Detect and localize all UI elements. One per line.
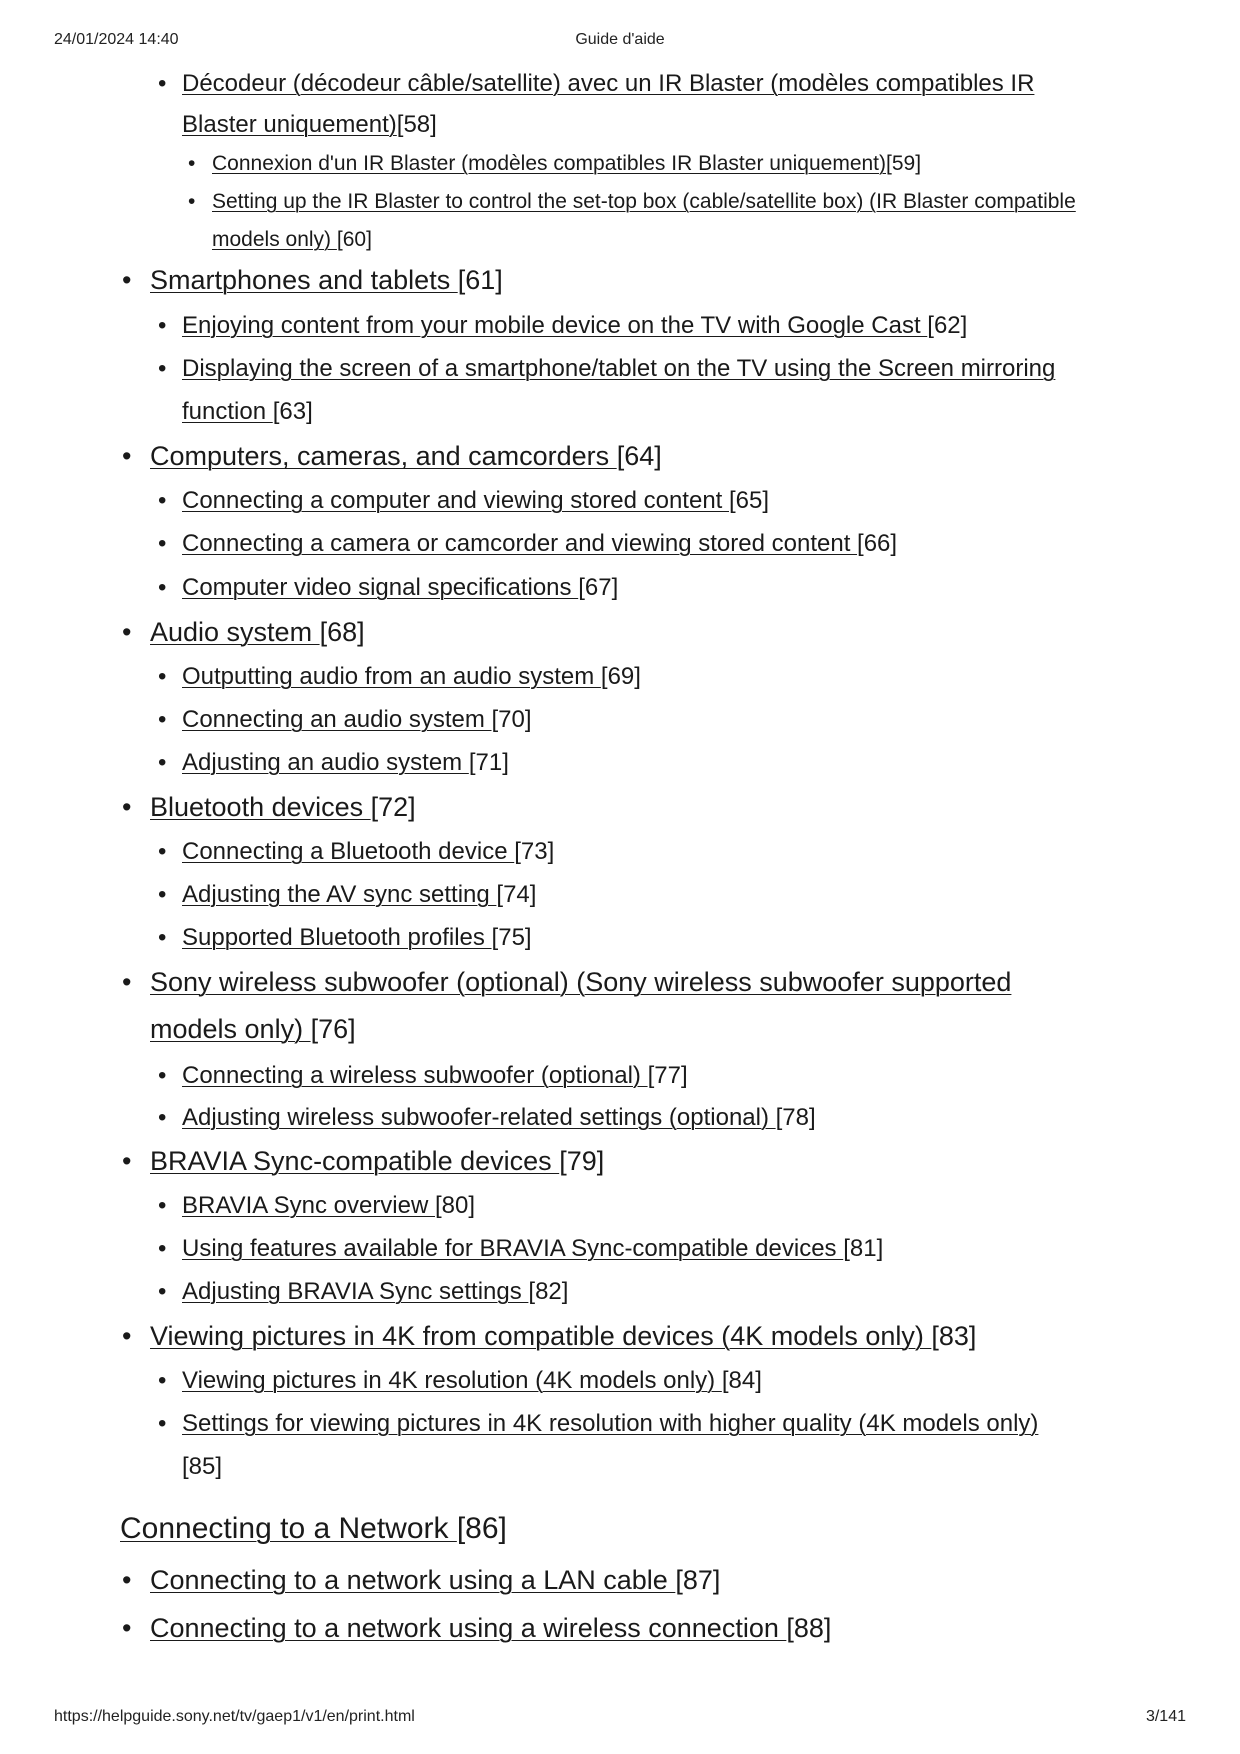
toc-section-entry	[150, 441, 662, 472]
toc-entry-continued	[182, 1453, 222, 1481]
bullet: •	[158, 1410, 167, 1437]
toc-link[interactable]: Connecting to a network using a LAN cable	[150, 1565, 676, 1595]
bullet: •	[122, 1613, 132, 1643]
toc-section-entry	[150, 967, 1011, 998]
bullet: •	[158, 1367, 167, 1394]
bullet: •	[158, 530, 167, 557]
bullet: •	[122, 1565, 132, 1595]
toc-link[interactable]: Sony wireless subwoofer (optional) (Sony wireless subwoofer supported	[150, 967, 1012, 997]
section-heading	[120, 1512, 507, 1546]
toc-link[interactable]: Setting up the IR Blaster to control the set-top box (cable/satellite box) (IR Blaster compatible	[212, 190, 1076, 213]
toc-link[interactable]: Adjusting wireless subwoofer-related settings (optional)	[182, 1104, 776, 1131]
toc-link[interactable]: Connecting to a Network	[120, 1512, 457, 1545]
bullet: •	[188, 190, 196, 213]
toc-link[interactable]: Viewing pictures in 4K from compatible devices (4K models only)	[150, 1321, 932, 1351]
toc-link[interactable]: BRAVIA Sync overview	[182, 1192, 435, 1219]
toc-link[interactable]: Connecting a camera or camcorder and viewing stored content	[182, 530, 858, 557]
bullet: •	[158, 706, 167, 733]
toc-entry	[182, 1235, 883, 1263]
toc-link[interactable]: Audio system	[150, 617, 320, 647]
page-ref: [80]	[434, 1192, 476, 1219]
page-ref: [68]	[319, 617, 365, 647]
toc-link[interactable]: Computers, cameras, and camcorders	[150, 441, 617, 471]
page-ref: [73]	[514, 838, 555, 865]
toc-entry	[182, 1367, 762, 1395]
page-url: https://helpguide.sony.net/tv/gaep1/v1/en/print.html	[54, 1708, 415, 1725]
toc-entry	[182, 749, 509, 777]
bullet: •	[188, 152, 196, 175]
bullet: •	[158, 924, 167, 951]
toc-entry	[182, 312, 967, 340]
bullet: •	[158, 574, 167, 601]
toc-entry	[182, 574, 618, 602]
toc-link[interactable]: Adjusting BRAVIA Sync settings	[182, 1278, 529, 1305]
toc-section-entry	[150, 265, 503, 296]
bullet: •	[158, 838, 167, 865]
bullet: •	[158, 749, 167, 776]
toc-link[interactable]: function	[182, 398, 273, 425]
toc-entry-continued	[212, 228, 372, 252]
toc-section-entry	[150, 1565, 720, 1596]
toc-section-entry	[150, 1321, 976, 1352]
bullet: •	[158, 663, 167, 690]
page-ref: [78]	[775, 1104, 816, 1131]
bullet: •	[122, 617, 132, 647]
bullet: •	[122, 1321, 132, 1351]
toc-entry	[182, 70, 1034, 98]
toc-entry	[182, 881, 536, 909]
page-ref: [72]	[370, 792, 416, 822]
toc-link[interactable]: Computer video signal specifications	[182, 574, 579, 601]
bullet: •	[158, 1192, 167, 1219]
page-ref: [82]	[528, 1278, 569, 1305]
toc-entry	[182, 924, 532, 952]
toc-link[interactable]: Using features available for BRAVIA Sync-compatible devices	[182, 1235, 844, 1262]
toc-link[interactable]: Connecting a Bluetooth device	[182, 838, 515, 865]
toc-entry	[182, 663, 641, 691]
page-ref: [62]	[927, 312, 968, 339]
bullet: •	[122, 441, 132, 471]
page-ref: [58]	[396, 111, 437, 138]
toc-link[interactable]: Smartphones and tablets	[150, 265, 458, 295]
bullet: •	[158, 1062, 167, 1089]
toc-link[interactable]: Outputting audio from an audio system	[182, 663, 601, 690]
page-ref: [87]	[675, 1565, 721, 1595]
page-ref: [61]	[457, 265, 503, 295]
toc-section-entry	[150, 792, 416, 823]
toc-entry-continued	[182, 111, 437, 139]
bullet: •	[158, 355, 167, 382]
bullet: •	[158, 70, 167, 97]
toc-link[interactable]: Connecting to a network using a wireless connection	[150, 1613, 787, 1643]
page-ref: [75]	[491, 924, 532, 951]
bullet: •	[158, 1235, 167, 1262]
page-ref: [64]	[616, 441, 662, 471]
page-ref: [83]	[931, 1321, 977, 1351]
page-ref: [85]	[182, 1453, 223, 1480]
toc-link[interactable]: Displaying the screen of a smartphone/tablet on the TV using the Screen mirroring	[182, 355, 1056, 382]
page-ref: [86]	[456, 1512, 507, 1545]
page-ref: [60]	[336, 228, 372, 251]
toc-entry	[182, 355, 1055, 383]
bullet: •	[158, 881, 167, 908]
toc-link[interactable]: Connecting an audio system	[182, 706, 492, 733]
toc-entry	[182, 838, 554, 866]
toc-link[interactable]: Enjoying content from your mobile device on the TV with Google Cast	[182, 312, 928, 339]
toc-entry-continued	[182, 398, 313, 426]
bullet: •	[122, 967, 132, 997]
toc-entry	[182, 1192, 475, 1220]
page-ref: [69]	[600, 663, 641, 690]
page-ref: [88]	[786, 1613, 832, 1643]
page-ref: [81]	[843, 1235, 884, 1262]
page-ref: [70]	[491, 706, 532, 733]
toc-entry	[182, 530, 897, 558]
toc-section-entry	[150, 617, 365, 648]
page-ref: [84]	[721, 1367, 762, 1394]
bullet: •	[122, 792, 132, 822]
toc-link[interactable]: Blaster uniquement)	[182, 111, 397, 138]
page-ref: [79]	[559, 1146, 605, 1176]
toc-entry	[182, 1278, 568, 1306]
bullet: •	[158, 487, 167, 514]
toc-entry	[182, 1410, 1038, 1438]
page-ref: [71]	[468, 749, 509, 776]
toc-link[interactable]: Adjusting the AV sync setting	[182, 881, 497, 908]
toc-entry	[182, 706, 532, 734]
print-date: 24/01/2024 14:40	[54, 31, 179, 48]
toc-link[interactable]: Connecting a computer and viewing stored content	[182, 487, 729, 514]
page-ref: [65]	[729, 487, 770, 514]
toc-entry	[182, 1062, 688, 1090]
toc-link[interactable]: Bluetooth devices	[150, 792, 371, 822]
toc-link[interactable]: models only)	[212, 228, 337, 251]
page-ref: [59]	[886, 152, 922, 175]
toc-link[interactable]: Décodeur (décodeur câble/satellite) avec un IR Blaster (modèles compatibles IR	[182, 70, 1035, 97]
page-number: 3/141	[1145, 1708, 1186, 1725]
toc-link[interactable]: Connecting a wireless subwoofer (optional)	[182, 1062, 648, 1089]
toc-link[interactable]: Supported Bluetooth profiles	[182, 924, 492, 951]
bullet: •	[158, 312, 167, 339]
bullet: •	[122, 1146, 132, 1176]
document-title: Guide d'aide	[575, 31, 665, 48]
toc-link[interactable]: Connexion d'un IR Blaster (modèles compatibles IR Blaster uniquement)	[212, 152, 887, 175]
toc-section-entry	[150, 1613, 831, 1644]
toc-link[interactable]: Adjusting an audio system	[182, 749, 469, 776]
toc-link[interactable]: BRAVIA Sync-compatible devices	[150, 1146, 560, 1176]
page-ref: [66]	[857, 530, 898, 557]
toc-link[interactable]: Viewing pictures in 4K resolution (4K models only)	[182, 1367, 722, 1394]
bullet: •	[158, 1278, 167, 1305]
toc-entry	[182, 487, 769, 515]
page-ref: [74]	[496, 881, 537, 908]
toc-entry	[182, 1104, 816, 1132]
page-ref: [63]	[272, 398, 313, 425]
bullet: •	[122, 265, 132, 295]
bullet: •	[158, 1104, 167, 1131]
page-ref: [67]	[578, 574, 619, 601]
toc-link[interactable]: models only)	[150, 1014, 311, 1044]
toc-entry	[212, 152, 921, 176]
toc-section-entry	[150, 1146, 604, 1177]
page-ref: [76]	[310, 1014, 356, 1044]
toc-link[interactable]: Settings for viewing pictures in 4K resolution with higher quality (4K models only)	[182, 1410, 1039, 1437]
toc-entry	[212, 190, 1076, 214]
toc-section-entry-continued	[150, 1014, 356, 1045]
page-ref: [77]	[647, 1062, 688, 1089]
